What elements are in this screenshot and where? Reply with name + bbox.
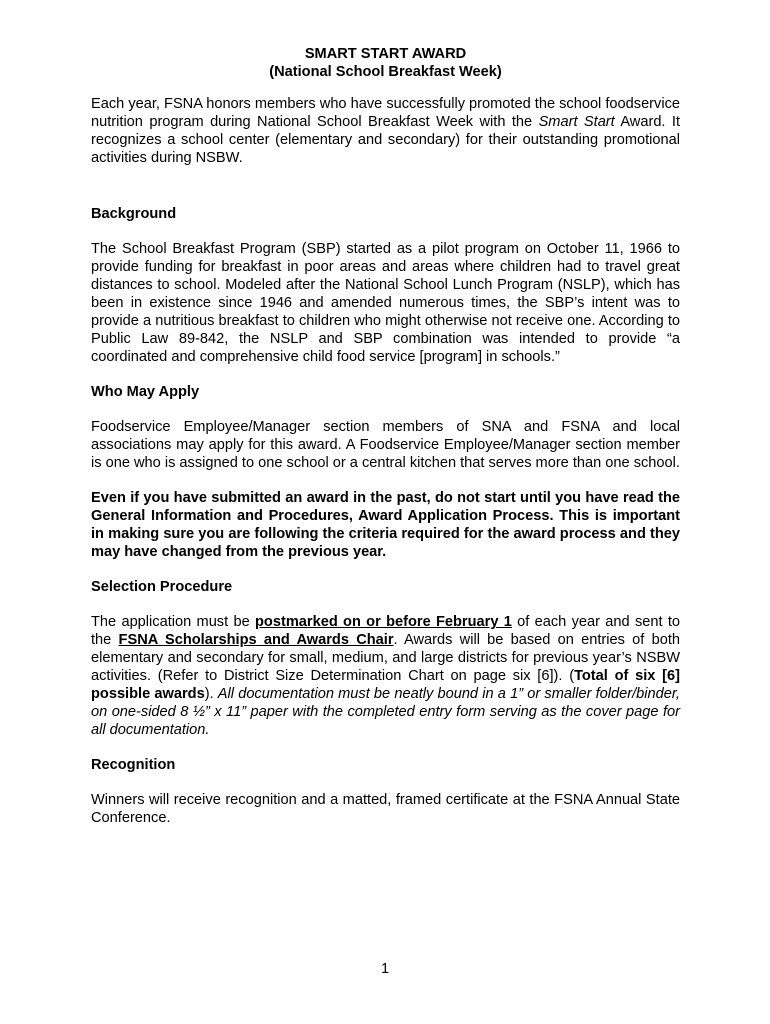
awards-chair-text: FSNA Scholarships and Awards Chair bbox=[118, 632, 394, 648]
selection-text-4: ). bbox=[204, 686, 218, 702]
intro-paragraph bbox=[91, 95, 680, 167]
recognition-paragraph: Winners will receive recognition and a matted, framed certificate at the FSNA Annual State Conference. bbox=[91, 792, 680, 826]
documentation-note: All documentation must be neatly bound in a 1” or smaller folder/binder, on one-sided 8 ½” x 11” paper with the completed entry form serving as the cover page for all documentation. bbox=[91, 686, 680, 738]
deadline-text: postmarked on or before February 1 bbox=[255, 614, 512, 630]
selection-text-3: . Awards will be based on entries of both elementary and secondary for small, medium, and large districts for previous year’s NSBW activities. (Refer to District Size Determination Chart on page six [6]). ( bbox=[91, 632, 681, 684]
award-name: Smart Start bbox=[538, 114, 615, 130]
recognition-heading: Recognition bbox=[91, 757, 176, 773]
intro-text-after: Award. It recognizes a school center (elementary and secondary) for their outstanding promotional activities during NSBW. bbox=[91, 114, 681, 166]
selection-text-1: The application must be bbox=[91, 614, 256, 630]
intro-text-before: Each year, FSNA honors members who have successfully promoted the school foodservice nutrition program during National School Breakfast Week with the bbox=[91, 96, 680, 130]
selection-procedure-paragraph bbox=[91, 613, 680, 739]
who-may-apply-heading: Who May Apply bbox=[91, 384, 200, 400]
important-notice: Even if you have submitted an award in the past, do not start until you have read the General Information and Procedures, Award Application Process. This is important in making sure you are following the criteria required for the award process and they may have changed from the previous year. bbox=[91, 490, 680, 560]
document-subtitle: (National School Breakfast Week) bbox=[269, 64, 502, 80]
who-may-apply-paragraph: Foodservice Employee/Manager section members of SNA and FSNA and local associations may apply for this award. A Foodservice Employee/Manager section member is one who is assigned to one school or a central kitchen that serves more than one school. bbox=[91, 419, 680, 471]
document-body bbox=[91, 45, 680, 827]
selection-procedure-heading: Selection Procedure bbox=[91, 579, 233, 595]
page-number: 1 bbox=[380, 961, 390, 977]
total-awards-text: Total of six [6] possible awards bbox=[91, 668, 680, 702]
background-paragraph: The School Breakfast Program (SBP) started as a pilot program on October 11, 1966 to provide funding for breakfast in poor areas and areas where children had to travel great distances to school. Modeled after the National School Lunch Program (NSLP), which has been in existence since 1946 and amended numerous times, the SBP’s intent was to provide a nutritious breakfast to children who might otherwise not receive one. According to Public Law 89-842, the NSLP and SBP combination was intended to provide “a coordinated and comprehensive child food service [program] in schools.” bbox=[91, 241, 680, 365]
background-heading: Background bbox=[91, 206, 177, 222]
selection-text-2: of each year and sent to the bbox=[91, 614, 681, 648]
document-title: SMART START AWARD bbox=[304, 46, 467, 62]
